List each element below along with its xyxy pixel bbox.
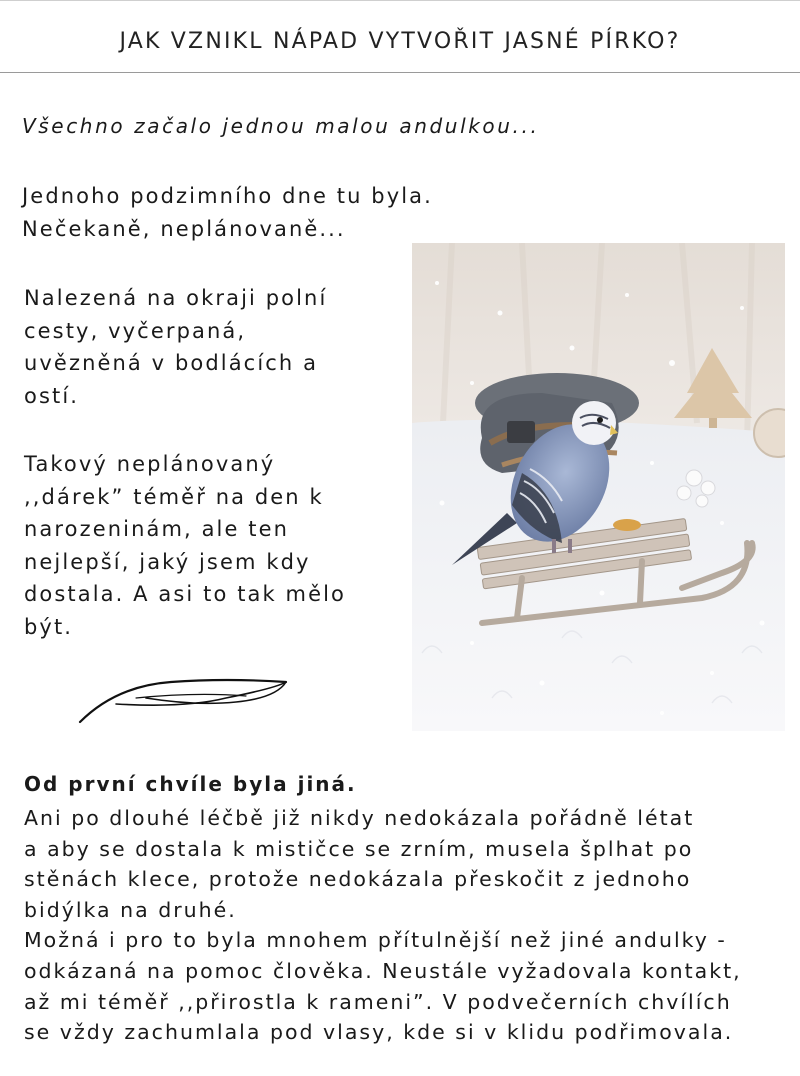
paragraph-line: být. bbox=[24, 614, 74, 639]
body-line: až mi téměř ,,přirostla k rameni”. V podvečerních chvílích bbox=[24, 989, 732, 1014]
body-line: Ani po dlouhé léčbě již nikdy nedokázala pořádně létat bbox=[24, 806, 695, 830]
paragraph-line: Jednoho podzimního dne tu byla. bbox=[22, 184, 433, 208]
paragraph-line: ,,dárek” téměř na den k bbox=[24, 484, 324, 509]
paragraph-line: dostala. A asi to tak mělo bbox=[24, 582, 346, 606]
paragraph-line: cesty, vyčerpaná, bbox=[24, 318, 247, 343]
page-title: JAK VZNIKL NÁPAD VYTVOŘIT JASNÉ PÍRKO? bbox=[119, 29, 681, 54]
body-line: a aby se dostala k mističce se zrním, musela šplhat po bbox=[24, 836, 694, 861]
paragraph-line: narozeninám, ale ten bbox=[24, 517, 290, 541]
paragraph-line: uvězněná v bodlácích a bbox=[24, 351, 319, 375]
paragraph-line: Nečekaně, neplánovaně... bbox=[22, 216, 346, 241]
paragraph-line: ostí. bbox=[24, 383, 80, 408]
paragraph-line: nejlepší, jaký jsem kdy bbox=[24, 549, 311, 574]
section-body bbox=[24, 803, 794, 1048]
paragraph-gift bbox=[24, 448, 394, 643]
body-line: se vždy zachumlala pod vlasy, kde si v klidu podřimovala. bbox=[24, 1020, 734, 1045]
intro-text: Všechno začalo jednou malou andulkou... bbox=[22, 114, 540, 138]
paragraph-found bbox=[24, 282, 394, 412]
decorative-flourish-icon bbox=[76, 668, 296, 728]
paragraph-line: Takový neplánovaný bbox=[24, 452, 276, 476]
paragraph-arrival bbox=[22, 180, 502, 245]
paragraph-line: Nalezená na okraji polní bbox=[24, 286, 328, 310]
section-heading: Od první chvíle byla jiná. bbox=[24, 772, 357, 796]
budgie-photo bbox=[412, 243, 785, 731]
body-line: bidýlka na druhé. bbox=[24, 897, 237, 922]
body-line: Možná i pro to byla mnohem přítulnější než jiné andulky - bbox=[24, 928, 727, 953]
body-line: stěnách klece, protože nedokázala přeskočit z jednoho bbox=[24, 867, 692, 892]
body-line: odkázaná na pomoc člověka. Neustále vyžadovala kontakt, bbox=[24, 958, 742, 983]
page-header bbox=[0, 0, 800, 73]
